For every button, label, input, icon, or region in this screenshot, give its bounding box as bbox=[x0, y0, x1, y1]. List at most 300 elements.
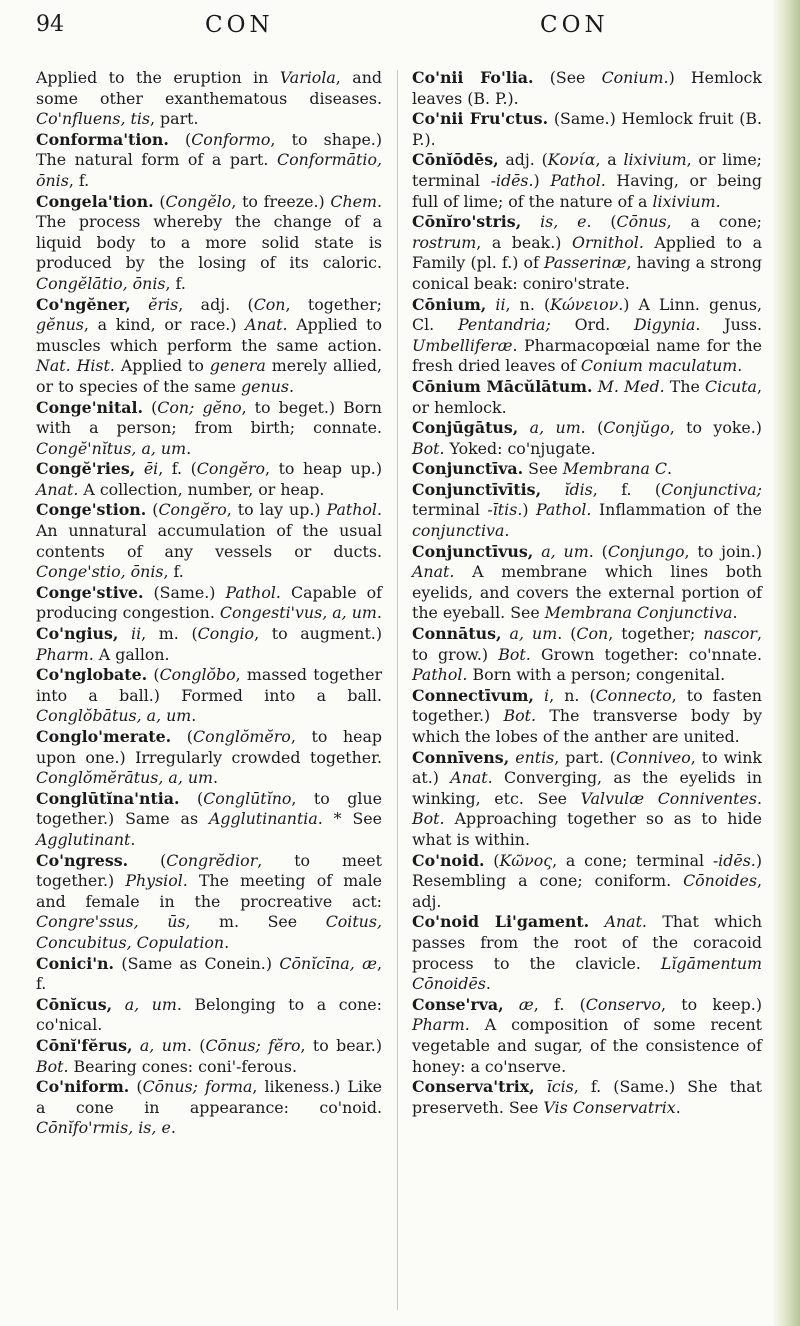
entry-headword: Conge'nital. bbox=[36, 397, 144, 417]
entry-italic-text: rostrum bbox=[412, 232, 477, 252]
entry-italic-text: Κῶνος bbox=[499, 850, 553, 870]
entry-headword: Conse'rva, bbox=[412, 994, 504, 1014]
dictionary-entry bbox=[412, 912, 762, 994]
entry-text bbox=[521, 212, 540, 231]
entry-text: . bbox=[715, 191, 721, 211]
entry-italic-text: Κώνειον. bbox=[550, 294, 624, 314]
entry-headword: Conserva'trix, bbox=[412, 1077, 535, 1097]
entry-text: . Pharmacopœial name for the fresh dried leaves of bbox=[412, 335, 762, 376]
entry-italic-text: Lĭgāmentum Cōnoidēs bbox=[412, 953, 762, 994]
entry-italic-text: Conformātio, ōnis bbox=[36, 150, 382, 190]
entry-headword: Connātus, bbox=[412, 624, 502, 644]
entry-text: . * See bbox=[317, 809, 382, 829]
entry-italic-text: lixivium bbox=[652, 191, 716, 211]
entry-italic-text: æ bbox=[518, 994, 534, 1014]
entry-italic-text: Cōnĭcīna, æ bbox=[279, 953, 377, 973]
entry-text: ( bbox=[143, 397, 158, 417]
dictionary-entry bbox=[36, 192, 382, 295]
entry-italic-text: Bot. bbox=[412, 438, 445, 458]
entry-headword: Cōnĭcus, bbox=[36, 994, 113, 1014]
entry-text: Capable of producing congestion. bbox=[36, 582, 382, 623]
dictionary-entry bbox=[412, 995, 762, 1077]
entry-text: . bbox=[737, 356, 743, 376]
entry-text: . bbox=[224, 932, 230, 952]
entry-text bbox=[131, 295, 148, 314]
entry-text: , f. ( bbox=[592, 479, 662, 499]
entry-italic-text: -idēs. bbox=[712, 850, 756, 870]
entry-text bbox=[135, 459, 144, 478]
dictionary-entry bbox=[36, 665, 382, 727]
entry-text: The process whereby the change of a liquid body to a more solid state is produced by the losing of its caloric. bbox=[36, 212, 382, 273]
entry-italic-text: Conium. bbox=[601, 68, 669, 87]
entry-italic-text: Conglūtĭno bbox=[203, 788, 292, 808]
entry-italic-text: Physiol. bbox=[125, 871, 188, 891]
entry-text: . bbox=[485, 974, 491, 994]
entry-text: , to keep.) bbox=[661, 994, 762, 1014]
entry-italic-text: Valvulæ Conniventes bbox=[580, 788, 757, 808]
entry-italic-text: ĭdis bbox=[564, 479, 593, 499]
entry-text: , and some other exanthematous diseases. bbox=[36, 68, 383, 108]
entry-italic-text: Umbelliferæ bbox=[412, 335, 513, 355]
entry-italic-text: ii bbox=[131, 624, 142, 644]
entry-headword: Conici'n. bbox=[36, 953, 115, 973]
entry-text: , a bbox=[595, 150, 624, 170]
entry-text bbox=[504, 995, 519, 1014]
dictionary-entry bbox=[412, 624, 762, 686]
dictionary-entry bbox=[36, 954, 382, 995]
entry-italic-text: ēi bbox=[143, 459, 159, 479]
dictionary-entry bbox=[36, 995, 382, 1036]
entry-italic-text: Chem. bbox=[330, 191, 383, 211]
entry-text: Applied to bbox=[114, 356, 210, 376]
entry-italic-text: Pathol. bbox=[536, 500, 592, 520]
entry-italic-text: Conjŭgo bbox=[603, 418, 670, 438]
entry-italic-text: Congesti'vus, a, um bbox=[219, 603, 377, 623]
entry-headword: Conge'stion. bbox=[36, 500, 147, 520]
entry-text: See bbox=[523, 459, 563, 479]
dictionary-entry bbox=[36, 130, 382, 192]
entry-italic-text: i bbox=[544, 685, 550, 705]
entry-italic-text: -ītis. bbox=[487, 500, 523, 520]
right-column bbox=[412, 68, 762, 1118]
entry-text: , f. bbox=[165, 273, 186, 293]
entry-text: ( bbox=[153, 191, 166, 211]
entry-text: The meeting of male and female in the procreative act: bbox=[36, 871, 382, 911]
entry-text: , to join.) bbox=[684, 541, 762, 561]
entry-italic-text: Bot. bbox=[498, 644, 531, 664]
dictionary-entry bbox=[36, 624, 382, 665]
entry-text bbox=[132, 1036, 139, 1055]
entry-italic-text: genus bbox=[241, 376, 289, 396]
entry-text: A collection, number, or heap. bbox=[78, 479, 325, 499]
entry-italic-text: Conglŏmĕro bbox=[192, 727, 291, 746]
entry-italic-text: Pathol. bbox=[326, 500, 382, 520]
entry-italic-text: gĕnus bbox=[36, 315, 84, 335]
dictionary-entry bbox=[412, 68, 762, 109]
entry-italic-text: īcis bbox=[546, 1077, 574, 1097]
entry-text: merely allied, or to species of the same bbox=[36, 356, 383, 396]
dictionary-entry bbox=[36, 583, 382, 624]
entry-italic-text: a, um bbox=[529, 418, 581, 438]
entry-text: , to meet together.) bbox=[36, 850, 382, 891]
entry-italic-text: Cōnus bbox=[616, 212, 667, 232]
entry-text: , n. ( bbox=[549, 685, 596, 705]
entry-text: Inflammation of the bbox=[591, 500, 762, 520]
entry-italic-text: is, e bbox=[540, 212, 587, 232]
entry-text: , to freeze.) bbox=[231, 191, 331, 211]
entry-text: , to augment.) bbox=[254, 624, 382, 644]
dictionary-entry bbox=[36, 1077, 382, 1139]
entry-italic-text: Con; gĕno bbox=[157, 397, 242, 417]
entry-text: ( bbox=[484, 850, 500, 870]
entry-text: , m. See bbox=[185, 912, 326, 932]
entry-text: . ( bbox=[186, 1035, 206, 1055]
entry-text: , f. bbox=[163, 562, 184, 582]
entry-text: A composition of some recent vegetable and sugar, of the consistence of honey: a co'nserve. bbox=[412, 1015, 762, 1076]
entry-text: , to heap up.) bbox=[265, 459, 382, 479]
entry-italic-text: Pathol. bbox=[225, 582, 281, 602]
entry-text: . ( bbox=[586, 212, 617, 232]
dictionary-entry bbox=[36, 295, 382, 398]
entry-italic-text: Pharm. bbox=[412, 1015, 470, 1035]
entry-italic-text: Con bbox=[576, 624, 609, 644]
entry-text bbox=[112, 995, 125, 1014]
entry-text: , a kind, or race.) bbox=[83, 315, 246, 335]
entry-text: , together; bbox=[608, 624, 704, 644]
dictionary-entry bbox=[36, 68, 382, 130]
entry-italic-text: entis bbox=[515, 747, 555, 767]
entry-headword: Conglo'merate. bbox=[36, 727, 172, 746]
entry-italic-text: Agglutinantia bbox=[208, 809, 318, 829]
column-divider bbox=[397, 70, 398, 1310]
entry-headword: Co'nii Fru'ctus. bbox=[412, 109, 549, 129]
entry-text: , f. bbox=[68, 170, 90, 190]
entry-headword: Conjunctīva. bbox=[412, 459, 524, 479]
entry-italic-text: a, um bbox=[509, 624, 558, 644]
entry-text: , to heap upon one.) Irregularly crowded together. bbox=[36, 727, 383, 767]
entry-italic-text: Variola bbox=[279, 68, 336, 87]
entry-text: ) bbox=[522, 500, 536, 520]
entry-italic-text: Anat. bbox=[450, 768, 493, 788]
dictionary-entry bbox=[412, 459, 762, 480]
entry-italic-text: Cicuta bbox=[705, 376, 757, 396]
entry-text: terminal bbox=[412, 500, 488, 520]
entry-text: , part. ( bbox=[554, 747, 616, 767]
entry-text: Applied to muscles which perform the same action. bbox=[36, 315, 382, 355]
entry-italic-text: Ornithol. bbox=[572, 232, 644, 252]
entry-text: ( bbox=[128, 850, 167, 870]
entry-text: . ( bbox=[588, 541, 608, 561]
dictionary-entry bbox=[412, 212, 762, 294]
entry-headword: Conglūtĭna'ntia. bbox=[36, 788, 180, 808]
entry-text: The bbox=[664, 376, 706, 396]
dictionary-entry bbox=[412, 480, 762, 542]
entry-text: . Belonging to a cone: co'nical. bbox=[36, 994, 382, 1035]
entry-headword: Cōnĭ'fĕrus, bbox=[36, 1035, 133, 1055]
entry-italic-text: Congre'ssus, ūs bbox=[36, 912, 186, 932]
entry-headword: Co'ngius, bbox=[36, 624, 119, 644]
entry-text: , to bear.) bbox=[300, 1035, 382, 1055]
entry-text: , a cone; terminal bbox=[552, 850, 713, 870]
entry-text: ) bbox=[533, 170, 551, 190]
entry-headword: Connīvens, bbox=[412, 747, 510, 767]
entry-headword: Co'noid. bbox=[412, 850, 485, 870]
entry-headword: Co'ngĕner, bbox=[36, 294, 131, 314]
entry-text: , n. ( bbox=[505, 294, 551, 314]
entry-text: (Same.) bbox=[143, 582, 226, 602]
entry-text: , having a strong conical beak: coniro'strate. bbox=[412, 253, 762, 293]
entry-text: . ( bbox=[557, 624, 577, 644]
entry-text: Born with a person; congenital. bbox=[467, 665, 726, 685]
entry-italic-text: Coitus, Concubitus, Copulation bbox=[36, 912, 382, 952]
entry-text: . bbox=[732, 603, 738, 623]
dictionary-entry bbox=[36, 727, 382, 789]
entry-italic-text: Cōnĭfo'rmis, is, e bbox=[36, 1118, 171, 1138]
entry-text: (See bbox=[533, 68, 602, 87]
entry-headword: Conjūgātus, bbox=[412, 418, 519, 438]
entry-italic-text: Bot. bbox=[503, 706, 537, 726]
entry-italic-text: Congĕ'nĭtus, a, um bbox=[36, 438, 187, 458]
entry-text: ( bbox=[147, 665, 160, 685]
page-number: 94 bbox=[36, 12, 64, 37]
entry-text: . bbox=[170, 1118, 176, 1138]
entry-italic-text: genera bbox=[209, 356, 266, 376]
dictionary-entry bbox=[36, 500, 382, 582]
entry-italic-text: Conjungo bbox=[607, 541, 685, 561]
entry-text: The transverse body by which the lobes of the anther are united. bbox=[412, 706, 762, 746]
entry-text: . bbox=[756, 788, 762, 808]
left-column bbox=[36, 68, 382, 1139]
entry-text: ( bbox=[129, 1077, 143, 1097]
entry-italic-text: Conglŏbātus, a, um bbox=[36, 706, 192, 726]
entry-text bbox=[541, 480, 564, 499]
entry-italic-text: Con bbox=[253, 294, 286, 314]
entry-text: A membrane which lines both eyelids, and covers the external portion of the eyeball. See bbox=[412, 562, 762, 623]
dictionary-entry bbox=[412, 686, 762, 748]
entry-text: (Same as Conein.) bbox=[114, 953, 280, 973]
entry-italic-text: Congĕro bbox=[196, 459, 266, 479]
entry-headword: Conge'stive. bbox=[36, 582, 144, 602]
entry-headword: Co'ngress. bbox=[36, 850, 129, 870]
entry-italic-text: Conformo bbox=[191, 129, 271, 149]
dictionary-entry bbox=[412, 542, 762, 624]
entry-headword: Co'nglobate. bbox=[36, 665, 148, 685]
entry-text: Ord. bbox=[550, 315, 635, 335]
entry-italic-text: Congĕlātio, ōnis bbox=[36, 273, 166, 293]
entry-text bbox=[589, 912, 604, 931]
dictionary-entry bbox=[412, 295, 762, 377]
entry-text: ) A Linn. genus, Cl. bbox=[412, 294, 762, 335]
entry-italic-text: Anat. bbox=[36, 479, 79, 499]
entry-text: , to fasten together.) bbox=[412, 685, 762, 726]
entry-italic-text: ĕris bbox=[148, 294, 179, 314]
dictionary-entry bbox=[412, 418, 762, 459]
left-guide-word: CON bbox=[205, 12, 274, 38]
entry-italic-text: Cōnus; fĕro bbox=[205, 1035, 301, 1055]
entry-text: . bbox=[186, 438, 192, 458]
dictionary-entry bbox=[412, 851, 762, 913]
page-edge-shadow bbox=[774, 0, 800, 1326]
entry-headword: Conjunctīvus, bbox=[412, 541, 534, 561]
entry-italic-text: Pharm. bbox=[36, 644, 94, 664]
entry-italic-text: Membrana Conjunctiva bbox=[544, 603, 733, 623]
entry-text: ( bbox=[179, 788, 204, 808]
entry-text: Yoked: co'njugate. bbox=[444, 438, 596, 458]
entry-italic-text: M. Med. bbox=[597, 376, 665, 396]
entry-text: (Same.) Hemlock fruit (B. P.). bbox=[412, 109, 762, 149]
entry-text: , part. bbox=[150, 109, 199, 129]
entry-text: , to glue together.) Same as bbox=[36, 788, 382, 829]
entry-italic-text: Anat. bbox=[412, 562, 455, 582]
entry-text: . bbox=[675, 1097, 681, 1117]
entry-italic-text: Cōnus; forma bbox=[142, 1077, 253, 1097]
entry-text bbox=[533, 542, 541, 561]
entry-text bbox=[518, 418, 529, 437]
entry-text: , f. ( bbox=[158, 459, 197, 479]
entry-text: ( bbox=[146, 500, 159, 520]
entry-italic-text: Congrĕdior bbox=[166, 850, 258, 870]
entry-text: , to beget.) Born with a person; from birth; connate. bbox=[36, 397, 382, 438]
entry-headword: Co'niform. bbox=[36, 1077, 130, 1097]
entry-text: , to grow.) bbox=[412, 624, 762, 664]
entry-headword: Co'nii Fo'lia. bbox=[412, 68, 534, 87]
dictionary-entry bbox=[36, 398, 382, 460]
entry-italic-text: Congio bbox=[197, 624, 255, 644]
dictionary-entry bbox=[412, 748, 762, 851]
entry-italic-text: a, um bbox=[541, 541, 589, 561]
entry-text: . bbox=[666, 459, 673, 479]
entry-italic-text: Congĕro bbox=[158, 500, 227, 520]
entry-italic-text: Connecto bbox=[595, 685, 672, 705]
entry-italic-text: Conge'stio, ōnis bbox=[36, 562, 164, 582]
entry-headword: Conjunctīvītis, bbox=[412, 479, 542, 499]
entry-italic-text: a, um bbox=[124, 994, 177, 1014]
entry-text: , massed together into a ball.) Formed into a ball. bbox=[36, 665, 382, 705]
entry-text: , adj. ( bbox=[178, 294, 254, 314]
entry-text: Approaching together so as to hide what is within. bbox=[412, 809, 762, 849]
entry-text: Applied to the eruption in bbox=[36, 68, 280, 87]
entry-headword: Congĕ'ries, bbox=[36, 459, 136, 479]
entry-text: , f. ( bbox=[533, 994, 586, 1014]
dictionary-entry bbox=[36, 459, 382, 500]
entry-text bbox=[534, 686, 544, 705]
entry-italic-text: Anat. bbox=[245, 315, 288, 335]
entry-headword: Connectīvum, bbox=[412, 685, 534, 705]
entry-text: ( bbox=[168, 129, 192, 149]
entry-text: , to wink at.) bbox=[412, 747, 762, 788]
entry-text: , together; bbox=[285, 294, 382, 314]
entry-italic-text: Pathol. bbox=[550, 170, 606, 190]
entry-text: Applied to a Family (pl. f.) of bbox=[412, 232, 762, 273]
entry-text: An unnatural accumulation of the usual contents of any vessels or ducts. bbox=[36, 521, 382, 561]
entry-text: . bbox=[376, 603, 382, 623]
entry-text: . bbox=[504, 521, 510, 541]
entry-text: , a cone; bbox=[666, 212, 762, 232]
dictionary-entry bbox=[412, 109, 762, 150]
entry-italic-text: Pentandria; bbox=[457, 315, 551, 335]
entry-text: , to shape.) The natural form of a part. bbox=[36, 129, 382, 170]
entry-text: , adj. bbox=[412, 871, 762, 911]
dictionary-entry bbox=[412, 1077, 762, 1118]
dictionary-entry bbox=[412, 150, 762, 212]
entry-text: , or lime; terminal bbox=[412, 150, 762, 190]
entry-text: , m. ( bbox=[141, 624, 198, 644]
entry-headword: Co'noid Li'gament. bbox=[412, 912, 590, 932]
entry-text: adj. ( bbox=[498, 150, 548, 170]
entry-text bbox=[535, 1077, 547, 1096]
entry-italic-text: Κονία bbox=[547, 150, 596, 170]
entry-italic-text: Conniveo bbox=[615, 747, 691, 767]
entry-headword: Cōnĭro'stris, bbox=[412, 212, 522, 232]
entry-italic-text: a, um bbox=[139, 1035, 187, 1055]
entry-text: A gallon. bbox=[93, 644, 170, 664]
dictionary-entry bbox=[36, 1036, 382, 1077]
right-guide-word: CON bbox=[540, 12, 609, 38]
entry-text: Having, or being full of lime; of the nature of a bbox=[412, 170, 763, 211]
entry-text bbox=[118, 624, 131, 643]
entry-text: . bbox=[130, 829, 136, 849]
entry-text: Bearing cones: coni'-ferous. bbox=[68, 1056, 297, 1076]
entry-text: , f. bbox=[36, 953, 382, 994]
entry-text: , to lay up.) bbox=[226, 500, 327, 520]
entry-italic-text: nascor bbox=[703, 624, 757, 644]
entry-text: ) Resembling a cone; coniform. bbox=[412, 850, 762, 891]
entry-text: , or hemlock. bbox=[412, 376, 762, 417]
entry-italic-text: Digynia bbox=[634, 315, 696, 335]
entry-italic-text: Congĕlo bbox=[165, 191, 232, 211]
dictionary-entry bbox=[36, 851, 382, 954]
entry-italic-text: Bot. bbox=[412, 809, 445, 829]
entry-italic-text: Cōnoides bbox=[683, 871, 757, 891]
entry-text bbox=[502, 624, 510, 643]
entry-text: ) Hemlock leaves (B. P.). bbox=[412, 68, 762, 108]
entry-text: . Juss. bbox=[695, 315, 762, 335]
entry-text: , f. (Same.) She that preserveth. See bbox=[412, 1077, 762, 1117]
entry-italic-text: Conglŏbo bbox=[159, 665, 236, 685]
dictionary-entry bbox=[36, 789, 382, 851]
entry-text: , to yoke.) bbox=[669, 418, 762, 438]
dictionary-entry bbox=[412, 377, 762, 418]
entry-italic-text: Nat. Hist. bbox=[36, 356, 115, 376]
entry-italic-text: Conium maculatum bbox=[580, 356, 738, 376]
entry-headword: Cōnium Mācŭlātum. bbox=[412, 376, 593, 396]
entry-italic-text: Conjunctiva; bbox=[661, 479, 762, 499]
entry-italic-text: Membrana C bbox=[562, 459, 667, 479]
entry-text: . bbox=[191, 706, 197, 726]
entry-italic-text: Conglŏmĕrātus, a, um bbox=[36, 768, 214, 788]
entry-italic-text: ii bbox=[495, 294, 506, 314]
entry-italic-text: Anat. bbox=[604, 912, 647, 932]
entry-italic-text: Vis Conservatrix bbox=[543, 1097, 676, 1117]
entry-text: Converging, as the eyelids in winking, etc. See bbox=[412, 768, 762, 808]
entry-text: ( bbox=[171, 727, 193, 746]
entry-text: . bbox=[288, 376, 295, 396]
entry-italic-text: lixivium bbox=[623, 150, 687, 170]
entry-italic-text: Co'nfluens, tis bbox=[36, 109, 151, 129]
entry-italic-text: Passerinæ bbox=[543, 253, 627, 273]
entry-italic-text: Bot. bbox=[36, 1056, 69, 1076]
entry-text: . bbox=[213, 768, 219, 788]
entry-text: , likeness.) Like a cone in appearance: co'noid. bbox=[36, 1077, 382, 1117]
entry-italic-text: Pathol. bbox=[412, 665, 468, 685]
entry-italic-text: Conservo bbox=[585, 994, 661, 1014]
entry-text: , a beak.) bbox=[476, 232, 572, 252]
entry-text: . ( bbox=[580, 418, 604, 438]
entry-text: That which passes from the root of the coracoid process to the clavicle. bbox=[412, 912, 762, 973]
entry-headword: Congela'tion. bbox=[36, 191, 154, 211]
entry-italic-text: -idēs. bbox=[490, 170, 534, 190]
entry-headword: Cōnium, bbox=[412, 294, 487, 314]
